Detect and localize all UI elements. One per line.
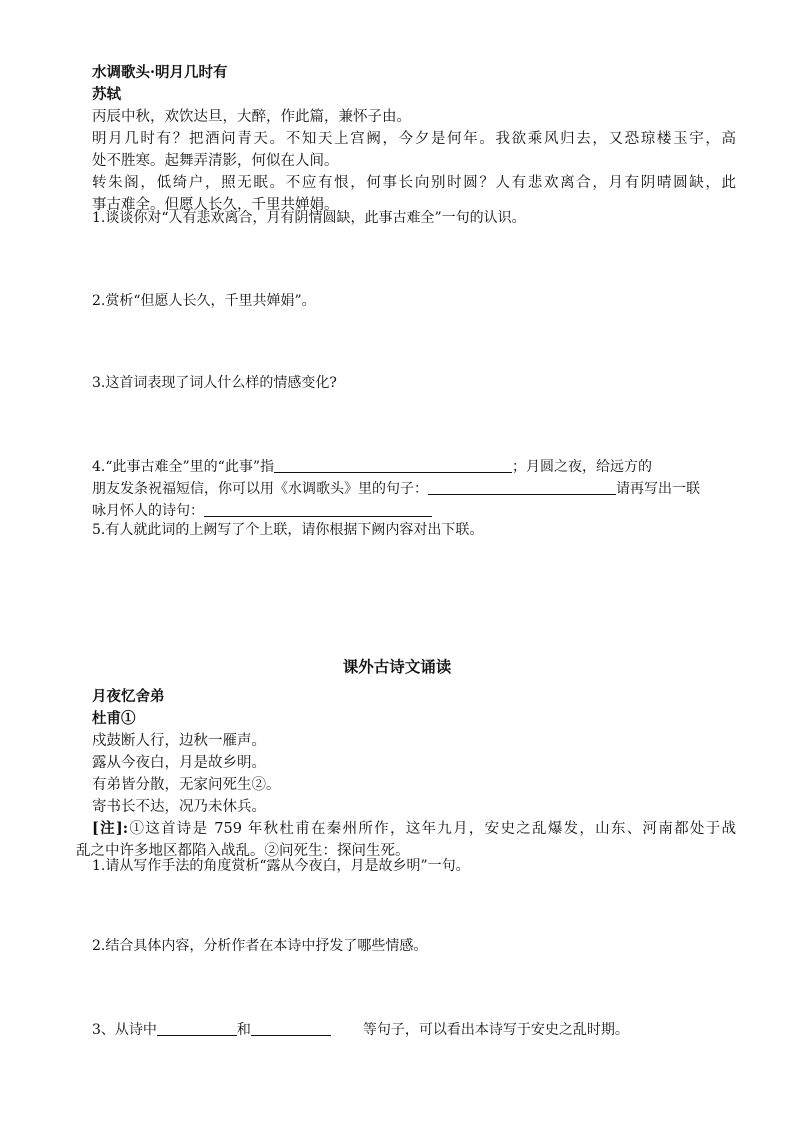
poem1-para2-line1: 转朱阁，低绮户，照无眠。不应有恨，何事长向别时圆？人有悲欢离合，月有阴晴圆缺，此: [92, 175, 736, 191]
q4-text-5: 咏月怀人的诗句：: [92, 503, 204, 519]
poem1-author: 苏轼: [92, 86, 121, 103]
poem2-note-line1: [92, 818, 736, 840]
q4-blank-3[interactable]: [204, 501, 432, 517]
poem1-question-1: 1.谈谈你对“人有悲欢离合，月有阴情圆缺，此事古难全”一句的认识。: [92, 210, 526, 226]
q3-blank-2[interactable]: [251, 1020, 331, 1036]
q3-blank-1[interactable]: [157, 1020, 237, 1036]
poem2-note-line2: 乱之中许多地区都陷入战乱。②问死生：探问生死。: [76, 843, 410, 859]
poem1-question-3: 3.这首词表现了词人什么样的情感变化?: [92, 375, 337, 391]
poem1-title: 水调歌头·明月几时有: [92, 64, 228, 81]
poem2-title: 月夜忆舍弟: [92, 688, 165, 705]
poem1-question-2: 2.赏析“但愿人长久，千里共婵娟”。: [92, 293, 316, 309]
q4-text-2: ；月圆之夜，给远方的: [512, 459, 652, 475]
poem1-question-5: 5.有人就此词的上阙写了个上联，请你根据下阙内容对出下联。: [92, 522, 484, 538]
q4-blank-2[interactable]: [428, 479, 616, 495]
poem1-question-4-line2: [92, 478, 736, 500]
q3-text-3: 等句子，可以看出本诗写于安史之乱时期。: [362, 1022, 629, 1038]
q4-text-1: 4.“此事古难全”里的“此事”指: [92, 459, 274, 475]
poem2-line-1: 戍鼓断人行，边秋一雁声。: [92, 733, 266, 749]
note-label: [注]:: [92, 820, 129, 837]
poem2-question-1: 1.请从写作手法的角度赏析“露从今夜白，月是故乡明”一句。: [92, 858, 470, 874]
poem2-line-2: 露从今夜白，月是故乡明。: [92, 755, 266, 771]
q3-text-2: 和: [236, 1022, 251, 1038]
note-text-1: ①这首诗是 759 年秋杜甫在秦州所作，这年九月，安史之乱爆发，山东、河南都处于战: [128, 821, 736, 837]
poem2-line-4: 寄书长不达，况乃未休兵。: [92, 799, 266, 815]
q4-blank-1[interactable]: [274, 457, 512, 473]
poem2-author: 杜甫①: [92, 710, 136, 727]
poem2-question-3: [92, 1019, 736, 1041]
poem1-question-4-line1: [92, 456, 736, 478]
poem2-line-3: 有弟皆分散，无家问死生②。: [92, 777, 281, 793]
poem1-para2-line2: 事古难全。但愿人长久，千里共婵娟。: [92, 197, 339, 213]
poem1-para1-line2: 处不胜寒。起舞弄清影，何似在人间。: [92, 153, 339, 169]
q4-text-3: 朋友发条祝福短信，你可以用《水调歌头》里的句子：: [92, 481, 428, 497]
section-heading: 课外古诗文诵读: [342, 657, 452, 676]
q3-text-1: 3、从诗中: [92, 1022, 157, 1038]
poem1-para1-line1: 明月几时有？把酒问青天。不知天上宫阙，今夕是何年。我欲乘风归去，又恐琼楼玉宇，高: [92, 131, 736, 147]
poem2-question-2: 2.结合具体内容，分析作者在本诗中抒发了哪些情感。: [92, 938, 428, 954]
q4-text-4: 请再写出一联: [616, 481, 700, 497]
poem1-preface: 丙辰中秋，欢饮达旦，大醉，作此篇，兼怀子由。: [92, 109, 411, 125]
